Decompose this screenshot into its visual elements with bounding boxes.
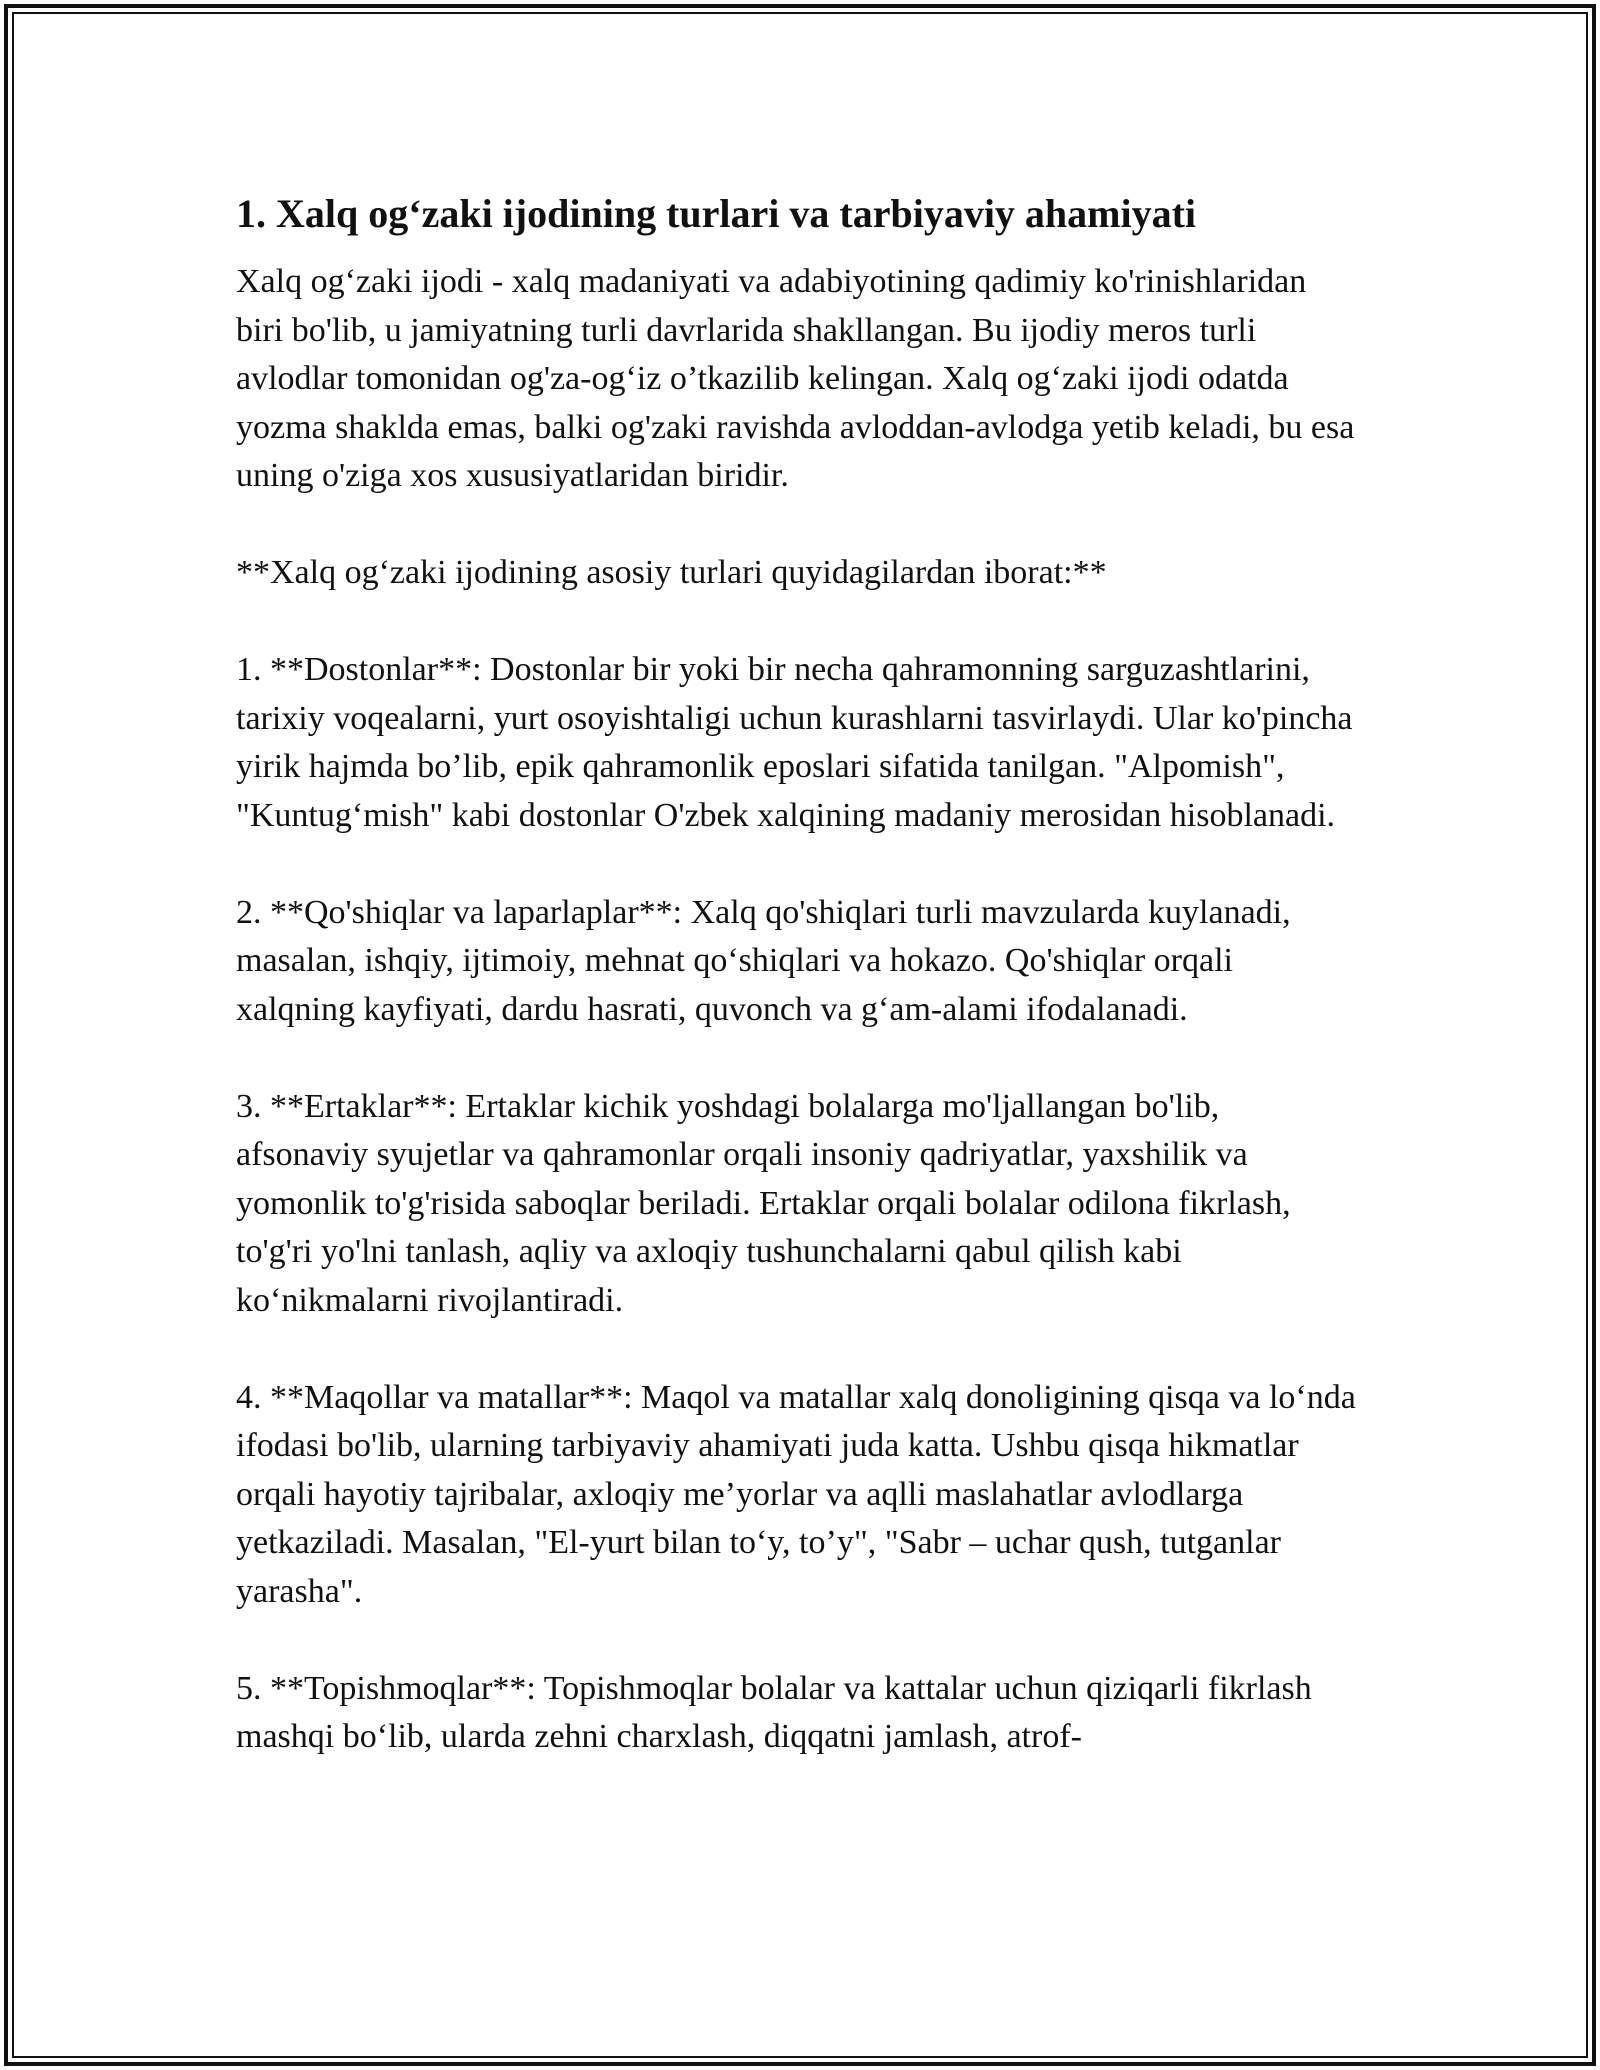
maqollar-paragraph: 4. **Maqollar va matallar**: Maqol va matallar xalq donoligining qisqa va lo‘nda ifodasi bo'lib, ularning tarbiyaviy ahamiyati juda katta. Ushbu qisqa hikmatlar orqali hayotiy tajribalar, axloqiy me’yorlar va aqlli maslahatlar avlodlarga yetkaziladi. Masalan, "El-yurt bilan to‘y, to’y", "Sabr – uchar qush, tutganlar yarasha". bbox=[236, 1378, 1356, 1610]
intro-paragraph: Xalq og‘zaki ijodi - xalq madaniyati va adabiyotining qadimiy ko'rinishlaridan biri bo'lib, u jamiyatning turli davrlarida shakllangan. Bu ijodiy meros turli avlodlar tomonidan og'za-og‘iz o’tkazilib kelingan. Xalq og‘zaki ijodi odatda yozma shaklda emas, balki og'zaki ravishda avloddan-avlodga yetib keladi, bu esa uning o'ziga xos xususiyatlaridan biridir. bbox=[236, 263, 1355, 494]
topishmoqlar-paragraph: 5. **Topishmoqlar**: Topishmoqlar bolalar va kattalar uchun qiziqarli fikrlash mashqi bo‘lib, ularda zehni charxlash, diqqatni jamlash, atrof- bbox=[236, 1669, 1312, 1755]
document-body bbox=[236, 188, 1356, 1762]
ertaklar-paragraph: 3. **Ertaklar**: Ertaklar kichik yoshdagi bolalarga mo'ljallangan bo'lib, afsonaviy syujetlar va qahramonlar orqali insoniy qadriyatlar, yaxshilik va yomonlik to'g'risida saboqlar beriladi. Ertaklar orqali bolalar odilona fikrlash, to'g'ri yo'lni tanlash, aqliy va axloqiy tushunchalarni qabul qilish kabi ko‘nikmalarni rivojlantiradi. bbox=[236, 1087, 1291, 1319]
types-heading-paragraph: **Xalq og‘zaki ijodining asosiy turlari quyidagilardan iborat:** bbox=[236, 554, 1107, 591]
dostonlar-paragraph: 1. **Dostonlar**: Dostonlar bir yoki bir necha qahramonning sarguzashtlarini, tarixiy voqealarni, yurt osoyishtaligi uchun kurashlarni tasvirlaydi. Ular ko'pincha yirik hajmda bo’lib, epik qahramonlik eposlari sifatida tanilgan. "Alpomish", "Kuntug‘mish" kabi dostonlar O'zbek xalqining madaniy merosidan hisoblanadi. bbox=[236, 651, 1353, 834]
document-title: 1. Xalq og‘zaki ijodining turlari va tarbiyaviy ahamiyati bbox=[236, 191, 1197, 236]
qoshiqlar-paragraph: 2. **Qo'shiqlar va laparlaplar**: Xalq qo'shiqlari turli mavzularda kuylanadi, masalan, ishqiy, ijtimoiy, mehnat qo‘shiqlari va hokazo. Qo'shiqlar orqali xalqning kayfiyati, dardu hasrati, quvonch va g‘am-alami ifodalanadi. bbox=[236, 893, 1291, 1028]
